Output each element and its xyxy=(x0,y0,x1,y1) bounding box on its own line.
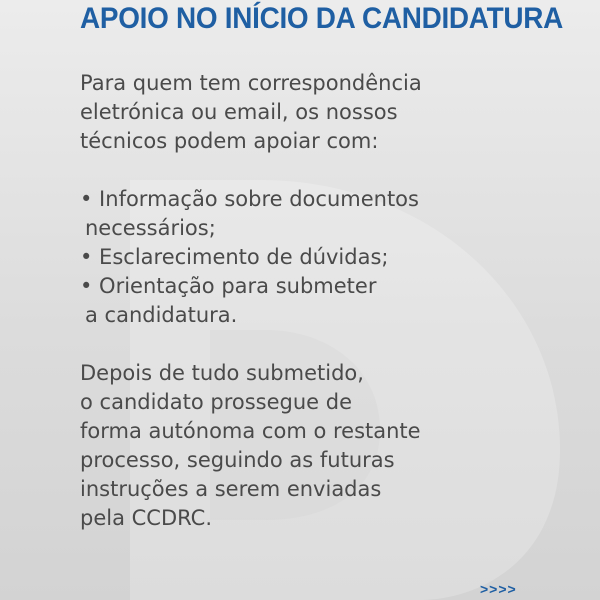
closing-paragraph xyxy=(80,359,550,533)
list-item-text: necessários; xyxy=(85,216,216,240)
closing-line: forma autónoma com o restante xyxy=(80,419,421,443)
closing-line: o candidato prossegue de xyxy=(80,390,353,414)
support-list xyxy=(80,185,550,330)
list-item xyxy=(80,185,550,243)
list-item xyxy=(80,272,550,330)
closing-line: processo, seguindo as futuras xyxy=(80,448,395,472)
list-item-text: • Informação sobre documentos xyxy=(80,187,419,211)
intro-paragraph xyxy=(80,69,550,156)
closing-line: Depois de tudo submetido, xyxy=(80,361,364,385)
main-content xyxy=(80,69,550,533)
list-item-text: • Esclarecimento de dúvidas; xyxy=(80,245,389,269)
intro-line: eletrónica ou email, os nossos xyxy=(80,100,398,124)
spacer xyxy=(80,330,550,359)
list-item-text: a candidatura. xyxy=(85,303,238,327)
intro-line: Para quem tem correspondência xyxy=(80,71,422,95)
list-item xyxy=(80,243,550,272)
next-arrows-indicator: >>>> xyxy=(480,581,517,597)
intro-line: técnicos podem apoiar com: xyxy=(80,129,379,153)
page-title: APOIO NO INÍCIO DA CANDIDATURA xyxy=(80,2,563,35)
list-item-text: • Orientação para submeter xyxy=(80,274,377,298)
closing-line: pela CCDRC. xyxy=(80,506,213,530)
spacer xyxy=(80,156,550,185)
closing-line: instruções a serem enviadas xyxy=(80,477,382,501)
